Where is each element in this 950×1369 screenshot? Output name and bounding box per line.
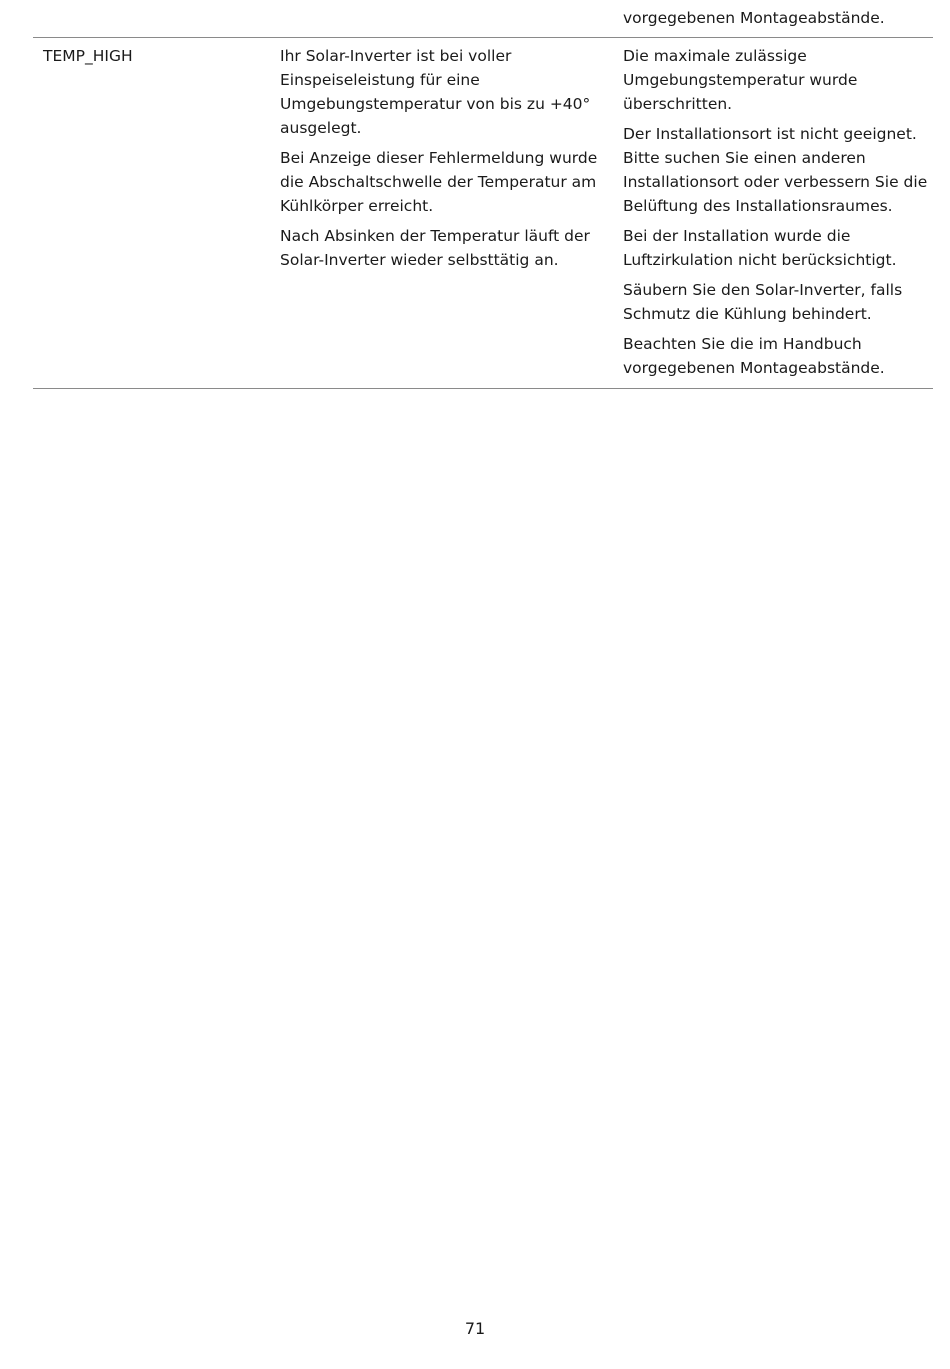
page-number: 71 <box>464 1319 486 1338</box>
description-paragraph: Nach Absinken der Temperatur läuft der Solar-Inverter wieder selbsttätig an. <box>280 227 590 269</box>
description-paragraph: Ihr Solar-Inverter ist bei voller Einspeiseleistung für eine Umgebungstemperatur von bis zu +40° ausgelegt. <box>280 47 591 137</box>
table-row-top-rule <box>33 37 933 38</box>
description-paragraph: Bei Anzeige dieser Fehlermeldung wurde die Abschaltschwelle der Temperatur am Kühlkörper erreicht. <box>280 149 598 215</box>
cause-paragraph: Die maximale zulässige Umgebungstemperatur wurde überschritten. <box>623 47 858 113</box>
cause-paragraph: Der Installationsort ist nicht geeignet. Bitte suchen Sie einen anderen Installationsort oder verbessern Sie die Belüftung des Installationsraumes. <box>623 125 928 215</box>
cause-remedy-cell <box>623 44 933 386</box>
table-row-bottom-rule <box>33 388 933 389</box>
cause-paragraph: Bei der Installation wurde die Luftzirkulation nicht berücksichtigt. <box>623 227 897 269</box>
description-cell <box>280 44 598 278</box>
continued-table-cell <box>623 6 933 36</box>
error-code-cell <box>43 44 263 74</box>
error-code: TEMP_HIGH <box>43 47 133 65</box>
cause-paragraph: Säubern Sie den Solar-Inverter, falls Schmutz die Kühlung behindert. <box>623 281 903 323</box>
cause-paragraph: Beachten Sie die im Handbuch vorgegebenen Montageabstände. <box>623 335 885 377</box>
continued-cell-text: vorgegebenen Montageabstände. <box>623 9 885 27</box>
